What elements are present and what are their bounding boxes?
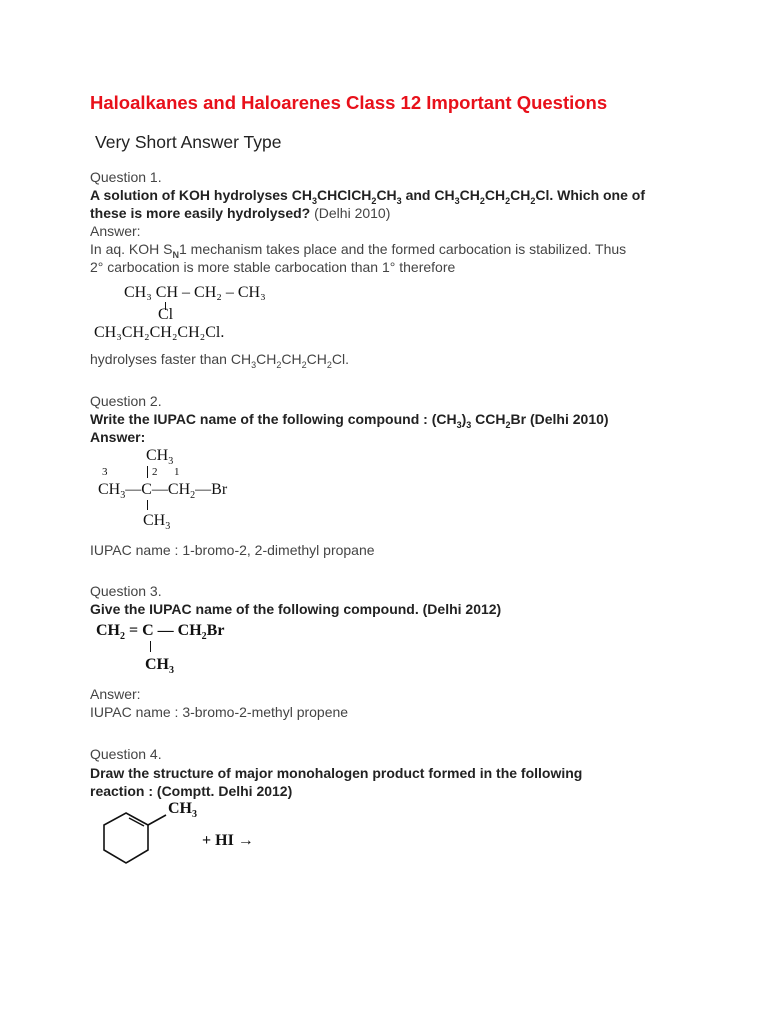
- q1-structure-cl: Cl: [158, 306, 174, 323]
- q4-label: Question 4.: [90, 746, 162, 762]
- q4-reagent: + HI →: [202, 832, 254, 849]
- q2-carbon-number-3: 3: [102, 466, 108, 478]
- q2-carbon-number-1: 1: [174, 466, 180, 478]
- q3-prompt: Give the IUPAC name of the following compound. (Delhi 2012): [90, 601, 502, 617]
- q1-answer-line1: In aq. KOH $S_N1$ mechanism takes place and the formed carbocation is stabilized. Thus: [90, 241, 627, 260]
- q2-answer-label: Answer:: [90, 429, 146, 445]
- page-title: Haloalkanes and Haloarenes Class 12 Important Questions: [90, 92, 608, 113]
- q2-struct-bottom: $CH_3$: [143, 512, 171, 533]
- q4-methyl-label: $CH_3$: [168, 800, 197, 821]
- q2-bond-down: [147, 500, 148, 510]
- q3-bond-down: [150, 641, 151, 652]
- q1-prompt-line1: A solution of KOH hydrolyses $CH_3CHClCH_2CH_3$ and $CH_3CH_2CH_2CH_2Cl$. Which one of: [90, 187, 645, 206]
- q3-struct-main: $CH_2 = C$ — $CH_2Br$: [96, 622, 225, 643]
- q1-answer-label: Answer:: [90, 223, 141, 239]
- q2-label: Question 2.: [90, 393, 162, 409]
- q3-struct-bottom: $CH_3$: [145, 656, 174, 677]
- q2-bond-up: [147, 466, 148, 478]
- q3-answer-label: Answer:: [90, 686, 141, 702]
- methylcyclohexene-ring: [98, 805, 178, 875]
- q2-struct-top: $CH_3$: [146, 447, 174, 468]
- q1-structure-top: CH₃ CH – CH₂ – CH₃: [124, 284, 266, 301]
- q3-iupac-name: IUPAC name : 3-bromo-2-methyl propene: [90, 704, 349, 720]
- q1-structure-bottom: CH₃CH₂CH₂CH₂Cl.: [94, 324, 225, 341]
- section-subtitle: Very Short Answer Type: [95, 132, 282, 152]
- q1-label: Question 1.: [90, 169, 162, 185]
- q3-label: Question 3.: [90, 583, 162, 599]
- q2-carbon-number-2: 2: [152, 466, 158, 478]
- q2-iupac-name: IUPAC name : 1-bromo-2, 2-dimethyl propane: [90, 542, 375, 558]
- q4-prompt-line2: reaction : (Comptt. Delhi 2012): [90, 783, 293, 799]
- q1-prompt-line2: these is more easily hydrolysed? (Delhi 2010): [90, 205, 391, 221]
- q1-conclusion: hydrolyses faster than $CH_3CH_2CH_2CH_2Cl$.: [90, 351, 349, 370]
- q1-answer-line2: 2° carbocation is more stable carbocation than 1° therefore: [90, 259, 456, 275]
- q2-struct-main: $CH_3—C—CH_2—Br$: [98, 481, 228, 502]
- q4-prompt-line1: Draw the structure of major monohalogen product formed in the following: [90, 765, 583, 781]
- q2-prompt: Write the IUPAC name of the following compound : $(CH_3)_3$ $CCH_2Br$ (Delhi 2010): [90, 411, 609, 430]
